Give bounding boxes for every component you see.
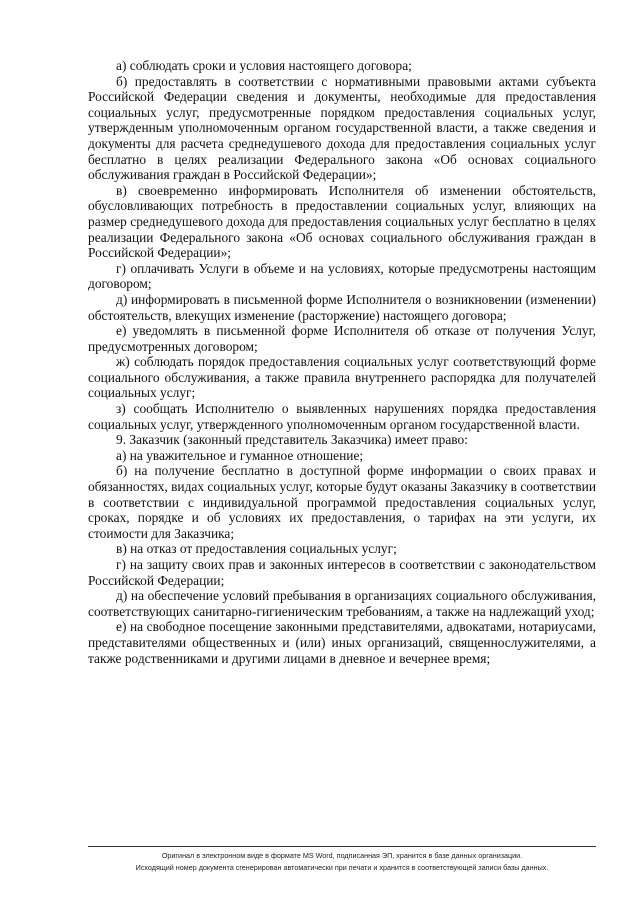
- footer-divider: [88, 846, 596, 847]
- paragraph-e-obligation: е) уведомлять в письменной форме Исполнителя об отказе от получения Услуг, предусмотренных договором;: [88, 323, 596, 354]
- paragraph-a-right: а) на уважительное и гуманное отношение;: [116, 447, 364, 463]
- section-heading-rights: 9. Заказчик (законный представитель Заказчика) имеет право:: [116, 432, 468, 448]
- document-body: [88, 58, 596, 666]
- paragraph-v-obligation: в) своевременно информировать Исполнителя об изменении обстоятельств, обусловливающих потребность в предоставлении социальных услуг, влияющих на размер среднедушевого дохода для предоставления социальных услуг бесплатно в целях реализации Федерального закона «Об основах социального обслуживания граждан в Российской Федерации»;: [88, 182, 596, 261]
- paragraph-d-right: д) на обеспечение условий пребывания в организациях социального обслуживания, соответствующих санитарно-гигиеническим требованиям, а также на надлежащий уход;: [88, 588, 596, 619]
- paragraph-v-right: в) на отказ от предоставления социальных услуг;: [116, 541, 397, 557]
- page-footer: [88, 850, 596, 874]
- paragraph-a-obligation: а) соблюдать сроки и условия настоящего договора;: [116, 58, 412, 73]
- paragraph-g-obligation: г) оплачивать Услуги в объеме и на условиях, которые предусмотрены настоящим договором;: [88, 260, 596, 292]
- paragraph-g-right: г) на защиту своих прав и законных интересов в соответствии с законодательством Российской Федерации;: [88, 557, 596, 588]
- paragraph-d-obligation: д) информировать в письменной форме Исполнителя о возникновении (изменении) обстоятельств, влекущих изменение (расторжение) настоящего договора;: [88, 291, 596, 323]
- footer-line-outgoing-number: Исходящий номер документа сгенерирован автоматически при печати и хранится в соответствующей записи базы данных.: [135, 863, 549, 872]
- paragraph-z-obligation: з) сообщать Исполнителю о выявленных нарушениях порядка предоставления социальных услуг, утвержденного уполномоченным органом государственной власти.: [88, 401, 596, 432]
- footer-line-original: Оригинал в электронном виде в формате MS Word, подписанная ЭП, хранится в базе данных организации.: [161, 851, 523, 860]
- paragraph-b-obligation: б) предоставлять в соответствии с нормативными правовыми актами субъекта Российской Федерации сведения и документы, необходимые для предоставления социальных услуг, предусмотренные порядком предоставления социальных услуг, утвержденным уполномоченным органом государственной власти, а также сведения и документы для расчета среднедушевого дохода для предоставления социальных услуг бесплатно в целях реализации Федерального закона «Об основах социального обслуживания граждан в Российской Федерации»;: [88, 73, 596, 183]
- paragraph-b-right: б) на получение бесплатно в доступной форме информации о своих правах и обязанностях, видах социальных услуг, которые будут оказаны Заказчику в соответствии в соответствии с индивидуальной программой предоставления социальных услуг, сроках, порядке и об условиях их предоставления, о тарифах на эти услуги, их стоимости для Заказчика;: [88, 463, 596, 541]
- paragraph-zh-obligation: ж) соблюдать порядок предоставления социальных услуг соответствующий форме социального обслуживания, а также правила внутреннего распорядка для получателей социальных услуг;: [88, 354, 596, 401]
- paragraph-e-right: е) на свободное посещение законными представителями, адвокатами, нотариусами, представителями общественных и (или) иных организаций, священнослужителями, а также родственниками и другими лицами в дневное и вечернее время;: [88, 619, 596, 666]
